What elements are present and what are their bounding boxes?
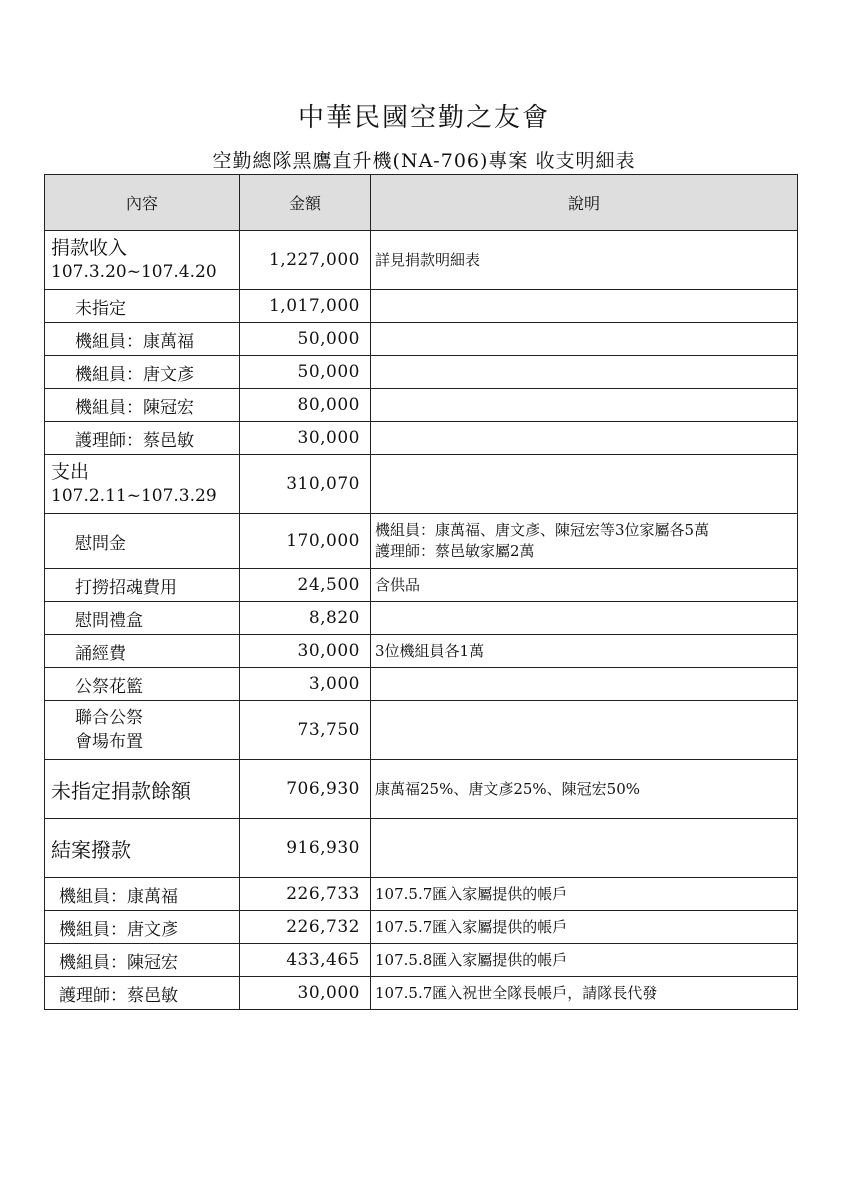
section-label: 捐款收入 — [51, 237, 128, 259]
row-content: 護理師：蔡邑敏 — [45, 977, 240, 1010]
table-row — [45, 290, 798, 323]
table-row — [45, 701, 798, 760]
row-description — [371, 668, 798, 701]
row-content: 結案撥款 — [45, 819, 240, 878]
table-row — [45, 323, 798, 356]
row-content — [45, 455, 240, 514]
row-description: 康萬福25%、唐文彥25%、陳冠宏50% — [371, 760, 798, 819]
row-amount: 226,733 — [240, 878, 371, 911]
column-header-content: 內容 — [45, 175, 240, 231]
row-description: 詳見捐款明細表 — [371, 231, 798, 290]
row-description — [371, 323, 798, 356]
table-row — [45, 514, 798, 569]
description-line: 護理師：蔡邑敏家屬2萬 — [375, 542, 535, 560]
row-amount: 706,930 — [240, 760, 371, 819]
table-row — [45, 911, 798, 944]
table-row — [45, 602, 798, 635]
row-amount: 73,750 — [240, 701, 371, 760]
row-amount: 30,000 — [240, 422, 371, 455]
row-content — [45, 701, 240, 760]
row-description — [371, 602, 798, 635]
table-row — [45, 569, 798, 602]
row-content: 機組員：陳冠宏 — [45, 389, 240, 422]
column-header-description: 說明 — [371, 175, 798, 231]
income-expense-table — [44, 174, 798, 1010]
row-amount: 433,465 — [240, 944, 371, 977]
row-content: 慰問禮盒 — [45, 602, 240, 635]
table-row — [45, 668, 798, 701]
content-line: 聯合公祭 — [75, 708, 143, 728]
document-subtitle: 空勤總隊黑鷹直升機(NA-706)專案 收支明細表 — [212, 150, 636, 172]
row-content: 機組員：唐文彥 — [45, 911, 240, 944]
row-amount: 24,500 — [240, 569, 371, 602]
content-line: 會場布置 — [75, 732, 143, 752]
row-content: 機組員：陳冠宏 — [45, 944, 240, 977]
row-amount: 3,000 — [240, 668, 371, 701]
row-description: 3位機組員各1萬 — [371, 635, 798, 668]
row-content: 機組員：唐文彥 — [45, 356, 240, 389]
table-row — [45, 944, 798, 977]
table-row — [45, 389, 798, 422]
table-row — [45, 356, 798, 389]
date-range: 107.3.20~107.4.20 — [51, 262, 217, 282]
table-row — [45, 977, 798, 1010]
row-amount: 30,000 — [240, 635, 371, 668]
row-amount: 170,000 — [240, 514, 371, 569]
row-amount: 8,820 — [240, 602, 371, 635]
column-header-amount: 金額 — [240, 175, 371, 231]
row-content: 未指定捐款餘額 — [45, 760, 240, 819]
section-label: 支出 — [51, 461, 90, 483]
table-row — [45, 819, 798, 878]
document-title: 中華民國空勤之友會 — [297, 103, 550, 133]
row-description — [371, 455, 798, 514]
row-content: 誦經費 — [45, 635, 240, 668]
row-content: 慰問金 — [45, 514, 240, 569]
row-amount: 50,000 — [240, 356, 371, 389]
description-line: 機組員：康萬福、唐文彥、陳冠宏等3位家屬各5萬 — [375, 521, 710, 539]
row-amount: 310,070 — [240, 455, 371, 514]
row-amount: 1,227,000 — [240, 231, 371, 290]
row-description: 含供品 — [371, 569, 798, 602]
row-description — [371, 514, 798, 569]
date-range: 107.2.11~107.3.29 — [51, 486, 217, 506]
table-row — [45, 635, 798, 668]
table-header-row — [45, 175, 798, 231]
row-amount: 226,732 — [240, 911, 371, 944]
row-content: 未指定 — [45, 290, 240, 323]
row-description — [371, 389, 798, 422]
row-content: 護理師：蔡邑敏 — [45, 422, 240, 455]
row-amount: 30,000 — [240, 977, 371, 1010]
row-description — [371, 290, 798, 323]
row-content: 機組員：康萬福 — [45, 878, 240, 911]
table-row — [45, 231, 798, 290]
row-content: 公祭花籃 — [45, 668, 240, 701]
table-row — [45, 455, 798, 514]
row-amount: 1,017,000 — [240, 290, 371, 323]
table-row — [45, 422, 798, 455]
row-description: 107.5.8匯入家屬提供的帳戶 — [371, 944, 798, 977]
table-row — [45, 760, 798, 819]
row-description — [371, 422, 798, 455]
row-amount: 50,000 — [240, 323, 371, 356]
table-row — [45, 878, 798, 911]
row-description: 107.5.7匯入祝世全隊長帳戶，請隊長代發 — [371, 977, 798, 1010]
row-content: 機組員：康萬福 — [45, 323, 240, 356]
row-description: 107.5.7匯入家屬提供的帳戶 — [371, 878, 798, 911]
row-description — [371, 356, 798, 389]
row-content — [45, 231, 240, 290]
row-description: 107.5.7匯入家屬提供的帳戶 — [371, 911, 798, 944]
row-description — [371, 819, 798, 878]
row-content: 打撈招魂費用 — [45, 569, 240, 602]
row-amount: 916,930 — [240, 819, 371, 878]
row-amount: 80,000 — [240, 389, 371, 422]
row-description — [371, 701, 798, 760]
